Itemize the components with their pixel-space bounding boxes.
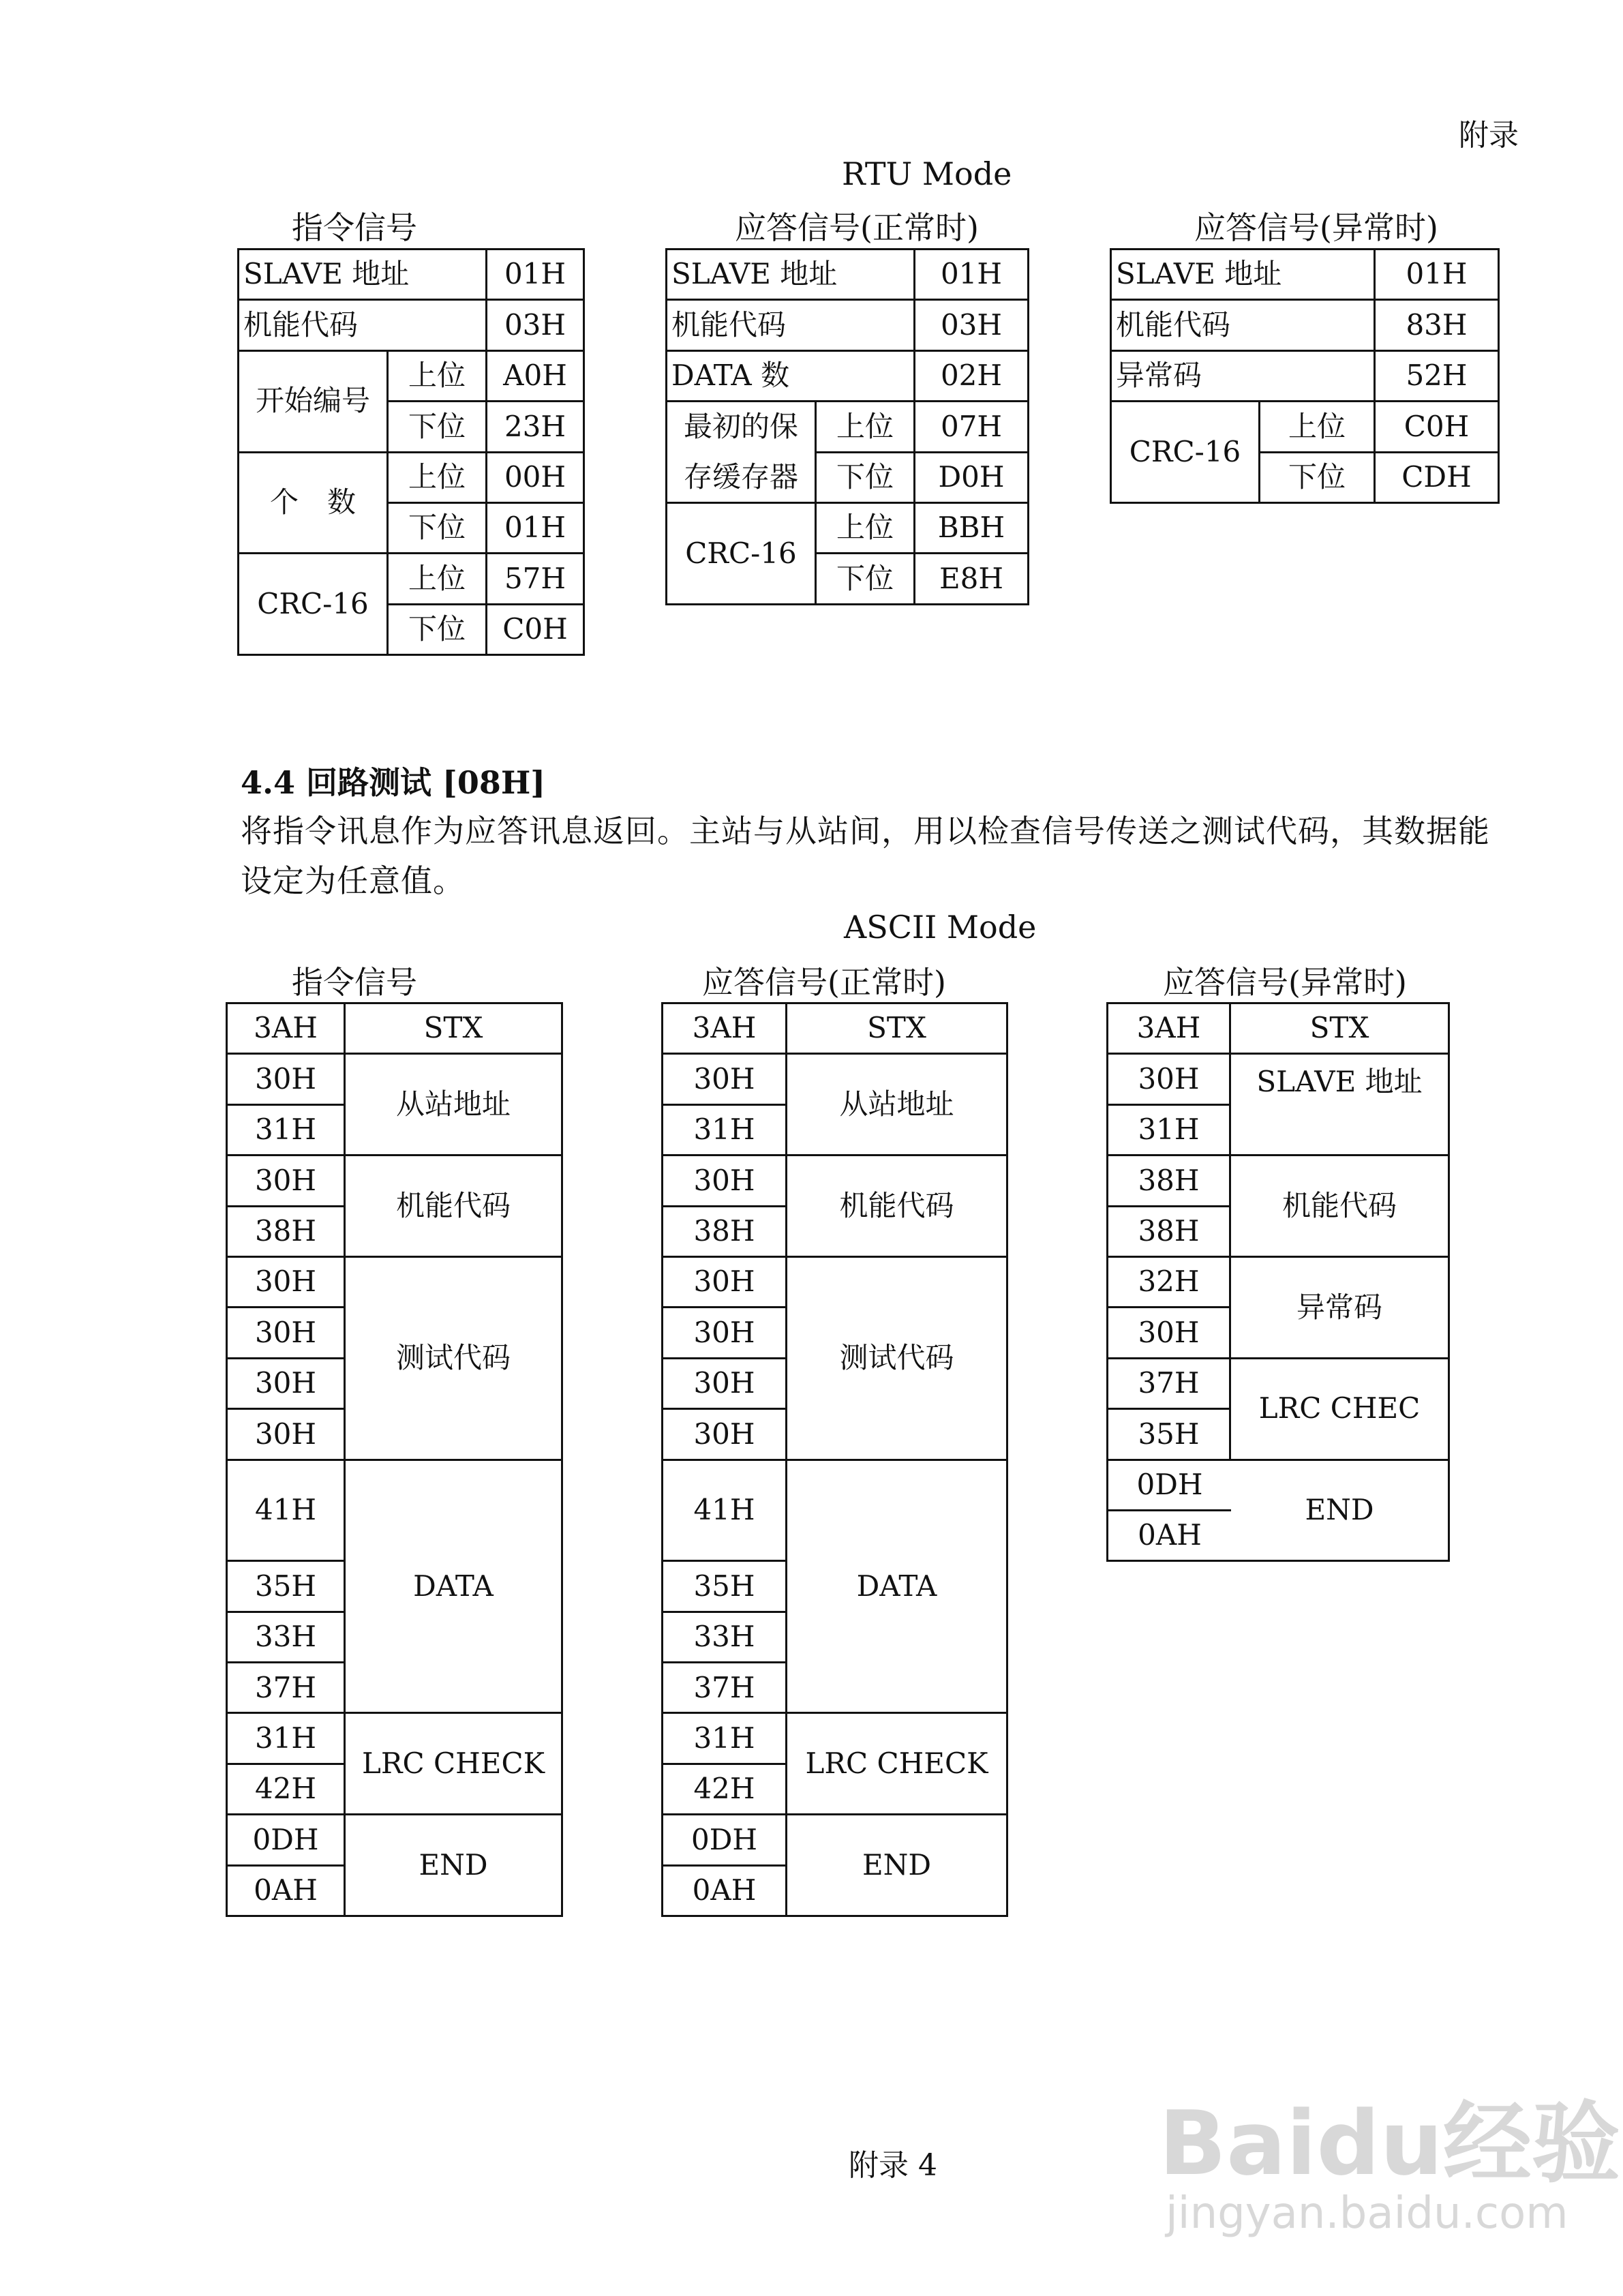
field-cell: END (787, 1815, 1008, 1917)
cell-lo: 下位 (817, 453, 915, 504)
cell-crc-hi: 57H (487, 554, 585, 605)
cell-crc-lo: CDH (1376, 453, 1500, 504)
cell-slave: 01H (1376, 250, 1500, 301)
cell-crc-lo: C0H (487, 605, 585, 656)
hex-cell: 3AH (663, 1004, 787, 1055)
cell-slave-label: SLAVE 地址 (1112, 250, 1376, 301)
cell-func-label: 机能代码 (1112, 301, 1376, 351)
rtu-command-table (237, 248, 585, 656)
cell-func: 03H (915, 301, 1029, 351)
field-cell: 机能代码 (1231, 1156, 1450, 1258)
hex-cell: 30H (228, 1156, 346, 1207)
hex-cell: 38H (228, 1207, 346, 1258)
rtu-exception-title: 应答信号(异常时) (1194, 209, 1438, 246)
cell-err-label: 异常码 (1112, 352, 1376, 402)
hex-cell: 35H (663, 1562, 787, 1612)
cell-start-label: 开始编号 (239, 352, 389, 453)
page-footer: 附录 4 (849, 2148, 937, 2183)
cell-lo: 下位 (389, 605, 487, 656)
ascii-command-table (226, 1002, 563, 1917)
field-cell: DATA (346, 1461, 563, 1715)
hex-cell: 38H (1108, 1207, 1231, 1258)
cell-crc-hi: BBH (915, 504, 1029, 554)
field-cell: STX (1231, 1004, 1450, 1055)
cell-err: 52H (1376, 352, 1500, 402)
hex-cell: 0DH (228, 1815, 346, 1866)
cell-func-label: 机能代码 (239, 301, 487, 351)
cell-hi: 上位 (1260, 402, 1376, 453)
cell-register-label-line: 最初的保 (683, 410, 798, 444)
hex-cell: 37H (1108, 1359, 1231, 1410)
hex-cell: 30H (228, 1055, 346, 1105)
hex-cell: 30H (663, 1156, 787, 1207)
field-cell: STX (787, 1004, 1008, 1055)
cell-count-hi: 00H (487, 453, 585, 504)
hex-cell: 42H (663, 1765, 787, 1815)
appendix-header: 附录 (1459, 118, 1519, 153)
hex-cell: 31H (1108, 1106, 1231, 1156)
hex-cell: 30H (228, 1410, 346, 1460)
hex-cell: 0DH (1108, 1461, 1231, 1511)
hex-cell: 30H (663, 1308, 787, 1359)
cell-crc-hi: C0H (1376, 402, 1500, 453)
field-cell: 从站地址 (346, 1055, 563, 1156)
hex-cell: 33H (228, 1613, 346, 1663)
hex-cell: 31H (663, 1714, 787, 1764)
cell-count-label: 个 数 (239, 453, 389, 555)
cell-register-label-line: 存缓存器 (683, 460, 798, 494)
cell-slave: 01H (487, 250, 585, 301)
cell-reg-lo: D0H (915, 453, 1029, 504)
cell-func: 03H (487, 301, 585, 351)
rtu-mode-title: RTU Mode (842, 155, 1012, 192)
hex-cell: 30H (228, 1308, 346, 1359)
hex-cell: 0AH (1108, 1511, 1231, 1562)
hex-cell: 30H (663, 1055, 787, 1105)
field-cell: SLAVE 地址 (1231, 1055, 1450, 1156)
cell-hi: 上位 (389, 352, 487, 402)
hex-cell: 30H (663, 1359, 787, 1410)
hex-cell: 41H (228, 1461, 346, 1562)
cell-hi: 上位 (817, 504, 915, 554)
hex-cell: 0DH (663, 1815, 787, 1866)
rtu-normal-title: 应答信号(正常时) (735, 209, 979, 246)
hex-cell: 33H (663, 1613, 787, 1663)
field-cell: 异常码 (1231, 1258, 1450, 1359)
cell-hi: 上位 (389, 453, 487, 504)
hex-cell: 0AH (663, 1867, 787, 1917)
hex-cell: 35H (228, 1562, 346, 1612)
cell-crc-label: CRC-16 (1112, 402, 1260, 504)
cell-reg-hi: 07H (915, 402, 1029, 453)
cell-register-label (667, 402, 817, 504)
ascii-exception-title: 应答信号(异常时) (1163, 964, 1407, 1001)
field-cell: 测试代码 (346, 1258, 563, 1461)
hex-cell: 30H (663, 1410, 787, 1460)
field-cell: 从站地址 (787, 1055, 1008, 1156)
hex-cell: 41H (663, 1461, 787, 1562)
cell-start-hi: A0H (487, 352, 585, 402)
field-cell: STX (346, 1004, 563, 1055)
hex-cell: 37H (228, 1663, 346, 1714)
field-cell: END (1231, 1461, 1450, 1562)
cell-func-label: 机能代码 (667, 301, 915, 351)
hex-cell: 30H (1108, 1308, 1231, 1359)
cell-lo: 下位 (1260, 453, 1376, 504)
hex-cell: 0AH (228, 1867, 346, 1917)
section-paragraph-line-2: 设定为任意值。 (241, 862, 465, 899)
cell-crc-label: CRC-16 (667, 504, 817, 605)
field-cell: 机能代码 (787, 1156, 1008, 1258)
hex-cell: 35H (1108, 1410, 1231, 1460)
field-cell: LRC CHECK (346, 1714, 563, 1815)
ascii-normal-response-table (661, 1002, 1008, 1917)
hex-cell: 30H (663, 1258, 787, 1308)
section-heading: 4.4 回路测试 [08H] (241, 764, 546, 801)
hex-cell: 30H (228, 1258, 346, 1308)
hex-cell: 30H (1108, 1055, 1231, 1105)
hex-cell: 37H (663, 1663, 787, 1714)
cell-slave-label: SLAVE 地址 (667, 250, 915, 301)
hex-cell: 38H (1108, 1156, 1231, 1207)
ascii-exception-response-table (1106, 1002, 1450, 1562)
cell-hi: 上位 (389, 554, 487, 605)
field-cell: LRC CHECK (787, 1714, 1008, 1815)
ascii-mode-title: ASCII Mode (844, 909, 1037, 946)
field-cell: LRC CHEC (1231, 1359, 1450, 1461)
hex-cell: 32H (1108, 1258, 1231, 1308)
cell-func: 83H (1376, 301, 1500, 351)
hex-cell: 31H (228, 1106, 346, 1156)
cell-lo: 下位 (817, 554, 915, 605)
field-cell: 测试代码 (787, 1258, 1008, 1461)
ascii-normal-title: 应答信号(正常时) (702, 964, 946, 1001)
cell-data: 02H (915, 352, 1029, 402)
rtu-command-title: 指令信号 (292, 209, 417, 246)
cell-start-lo: 23H (487, 402, 585, 453)
cell-count-lo: 01H (487, 504, 585, 554)
cell-slave-label: SLAVE 地址 (239, 250, 487, 301)
cell-hi: 上位 (817, 402, 915, 453)
rtu-normal-response-table (665, 248, 1029, 605)
cell-lo: 下位 (389, 504, 487, 554)
field-cell: DATA (787, 1461, 1008, 1715)
hex-cell: 3AH (228, 1004, 346, 1055)
baidu-watermark-url: jingyan.baidu.com (1166, 2188, 1568, 2239)
section-paragraph-line-1: 将指令讯息作为应答讯息返回。主站与从站间，用以检查信号传送之测试代码，其数据能 (241, 813, 1490, 849)
baidu-watermark-logo: Baidu经验 (1159, 2091, 1620, 2195)
hex-cell: 42H (228, 1765, 346, 1815)
hex-cell: 31H (228, 1714, 346, 1764)
cell-crc-label: CRC-16 (239, 554, 389, 656)
cell-lo: 下位 (389, 402, 487, 453)
ascii-command-title: 指令信号 (292, 964, 417, 1001)
hex-cell: 3AH (1108, 1004, 1231, 1055)
field-cell: 机能代码 (346, 1156, 563, 1258)
cell-data-label: DATA 数 (667, 352, 915, 402)
rtu-exception-response-table (1110, 248, 1500, 504)
hex-cell: 38H (663, 1207, 787, 1258)
cell-crc-lo: E8H (915, 554, 1029, 605)
hex-cell: 31H (663, 1106, 787, 1156)
cell-slave: 01H (915, 250, 1029, 301)
field-cell: END (346, 1815, 563, 1917)
hex-cell: 30H (228, 1359, 346, 1410)
